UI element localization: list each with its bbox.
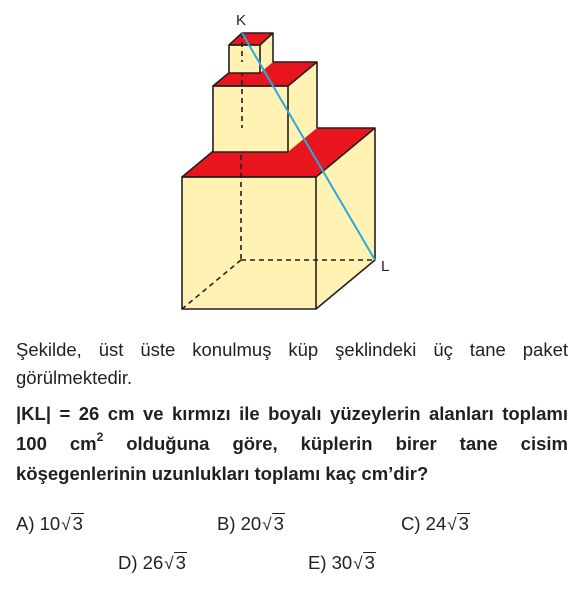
- option-coefficient: 24: [425, 513, 447, 534]
- question-text: [16, 399, 568, 489]
- large-cube: [182, 128, 375, 309]
- option-letter: C): [401, 513, 421, 534]
- option-radicand: 3: [175, 552, 186, 573]
- small-cube: [229, 33, 273, 73]
- option-b[interactable]: [217, 513, 285, 535]
- option-letter: A): [16, 513, 35, 534]
- square-root-icon: √ 3: [164, 552, 186, 573]
- question-part-1: |KL| = 26 cm ve kırmızı ile boyalı yüzeylerin alanları toplamı 100 cm: [16, 403, 568, 454]
- option-radicand: 3: [364, 552, 375, 573]
- option-radicand: 3: [458, 513, 469, 534]
- small-cube-front-face: [229, 45, 260, 73]
- option-a[interactable]: [16, 513, 84, 535]
- option-coefficient: 30: [331, 552, 353, 573]
- problem-statement: Şekilde, üst üste konulmuş küp şeklindeki üç tane paket görülmektedir.: [16, 339, 568, 388]
- medium-cube-front-face: [213, 86, 288, 152]
- option-c[interactable]: [401, 513, 470, 535]
- option-letter: E): [308, 552, 327, 573]
- point-label-k: K: [236, 12, 247, 29]
- square-root-icon: √ 3: [447, 513, 469, 534]
- square-root-icon: √ 3: [353, 552, 375, 573]
- square-root-icon: √ 3: [61, 513, 83, 534]
- medium-cube: [213, 62, 317, 152]
- question-exponent: 2: [96, 429, 104, 444]
- option-letter: B): [217, 513, 236, 534]
- question-part-2: olduğuna göre, küplerin birer tane cisim köşegenlerinin uzunlukları toplamı kaç cm’dir?: [16, 433, 568, 484]
- point-label-l: L: [381, 258, 390, 275]
- option-letter: D): [118, 552, 138, 573]
- square-root-icon: √ 3: [262, 513, 284, 534]
- option-d[interactable]: [118, 552, 187, 574]
- large-cube-front-face: [182, 177, 316, 309]
- option-coefficient: 26: [142, 552, 164, 573]
- option-e[interactable]: [308, 552, 376, 574]
- option-radicand: 3: [273, 513, 284, 534]
- option-radicand: 3: [72, 513, 83, 534]
- option-coefficient: 20: [240, 513, 262, 534]
- option-coefficient: 10: [39, 513, 61, 534]
